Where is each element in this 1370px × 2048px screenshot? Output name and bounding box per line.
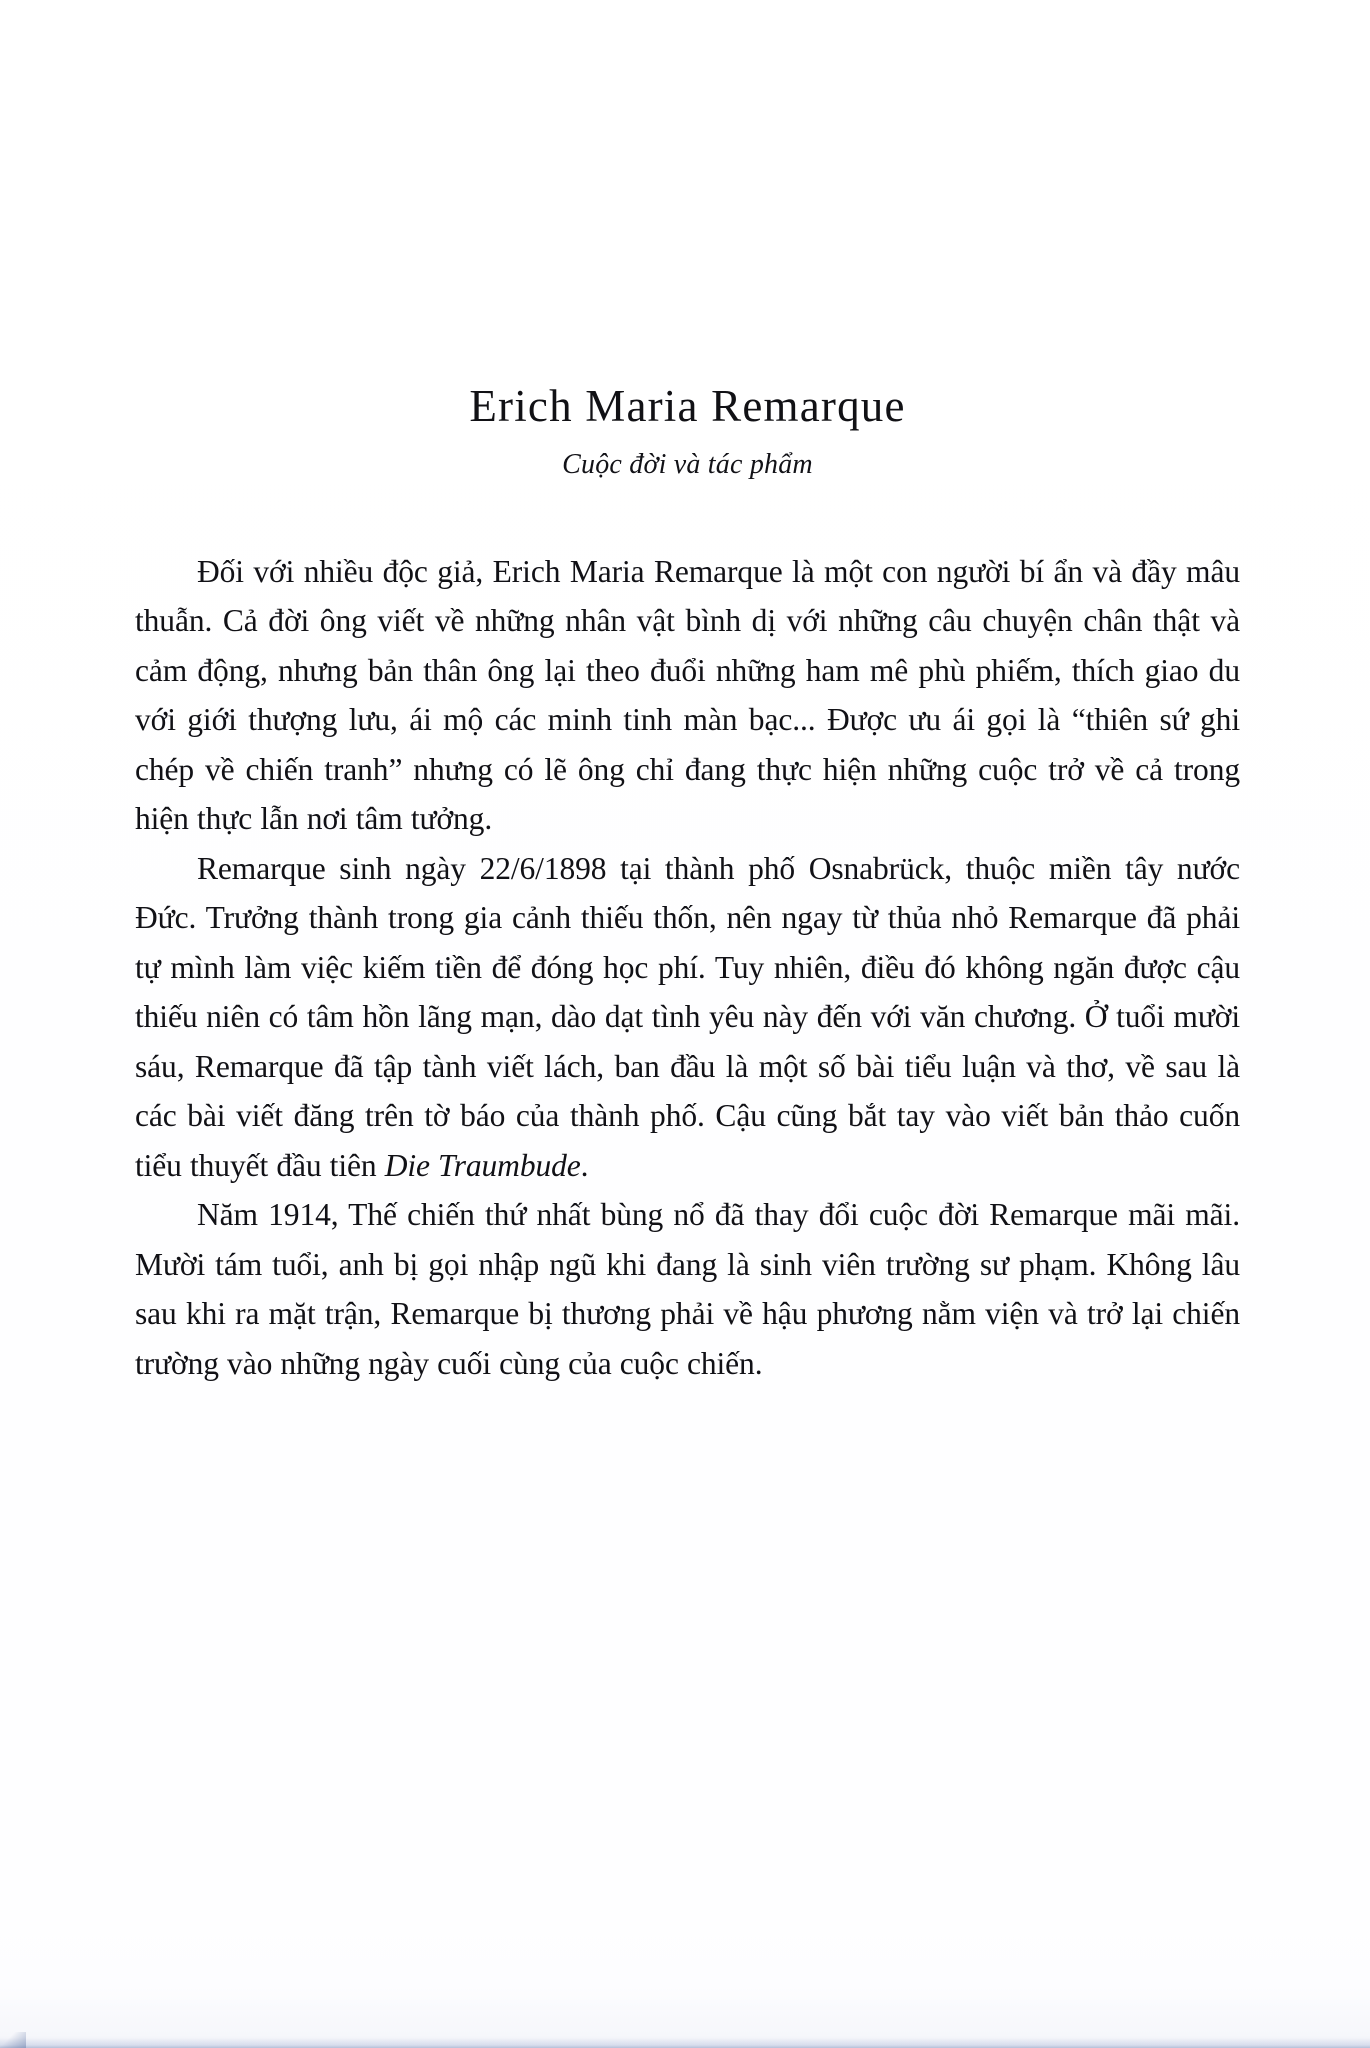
paragraph-2-lead: Remarque sinh ngày 22/6/1898 tại thành phố Osnabrück, thuộc miền tây nước Đức. Trưởng thành trong gia cảnh thiếu thốn, nên ngay từ thủa nhỏ Remarque đã phải tự mình làm việc kiếm tiền để đóng học phí. Tuy nhiên, điều đó không ngăn được cậu thiếu niên có tâm hồn lãng mạn, dào dạt tình yêu này đến với văn chương. Ở tuổi mười sáu, Remarque đã tập tành viết lách, ban đầu là một số bài tiểu luận và thơ, về sau là các bài viết đăng trên tờ báo của thành phố. Cậu cũng bắt tay vào viết bản thảo cuốn tiểu thuyết đầu tiên [135, 850, 1240, 1183]
paragraph-1: Đối với nhiều độc giả, Erich Maria Remarque là một con người bí ẩn và đầy mâu thuẫn. Cả đời ông viết về những nhân vật bình dị với những câu chuyện chân thật và cảm động, nhưng bản thân ông lại theo đuổi những ham mê phù phiếm, thích giao du với giới thượng lưu, ái mộ các minh tinh màn bạc... Được ưu ái gọi là “thiên sứ ghi chép về chiến tranh” nhưng có lẽ ông chỉ đang thực hiện những cuộc trở về cả trong hiện thực lẫn nơi tâm tưởng. [135, 553, 1240, 837]
page-subtitle: Cuộc đời và tác phẩm [562, 448, 813, 480]
paragraph-2-tail: . [580, 1147, 589, 1183]
scan-corner-artifact [0, 2032, 26, 2048]
body-text [135, 481, 1240, 1389]
paragraph-3: Năm 1914, Thế chiến thứ nhất bùng nổ đã thay đổi cuộc đời Remarque mãi mãi. Mười tám tuổi, anh bị gọi nhập ngũ khi đang là sinh viên trường sư phạm. Không lâu sau khi ra mặt trận, Remarque bị thương phải về hậu phương nằm viện và trở lại chiến trường vào những ngày cuối cùng của cuộc chiến. [135, 1197, 1240, 1381]
paragraph-2 [135, 844, 1240, 1191]
novel-title-die-traumbude: Die Traumbude [384, 1147, 581, 1183]
page-title: Erich Maria Remarque [469, 381, 906, 431]
page-content [135, 0, 1240, 2048]
